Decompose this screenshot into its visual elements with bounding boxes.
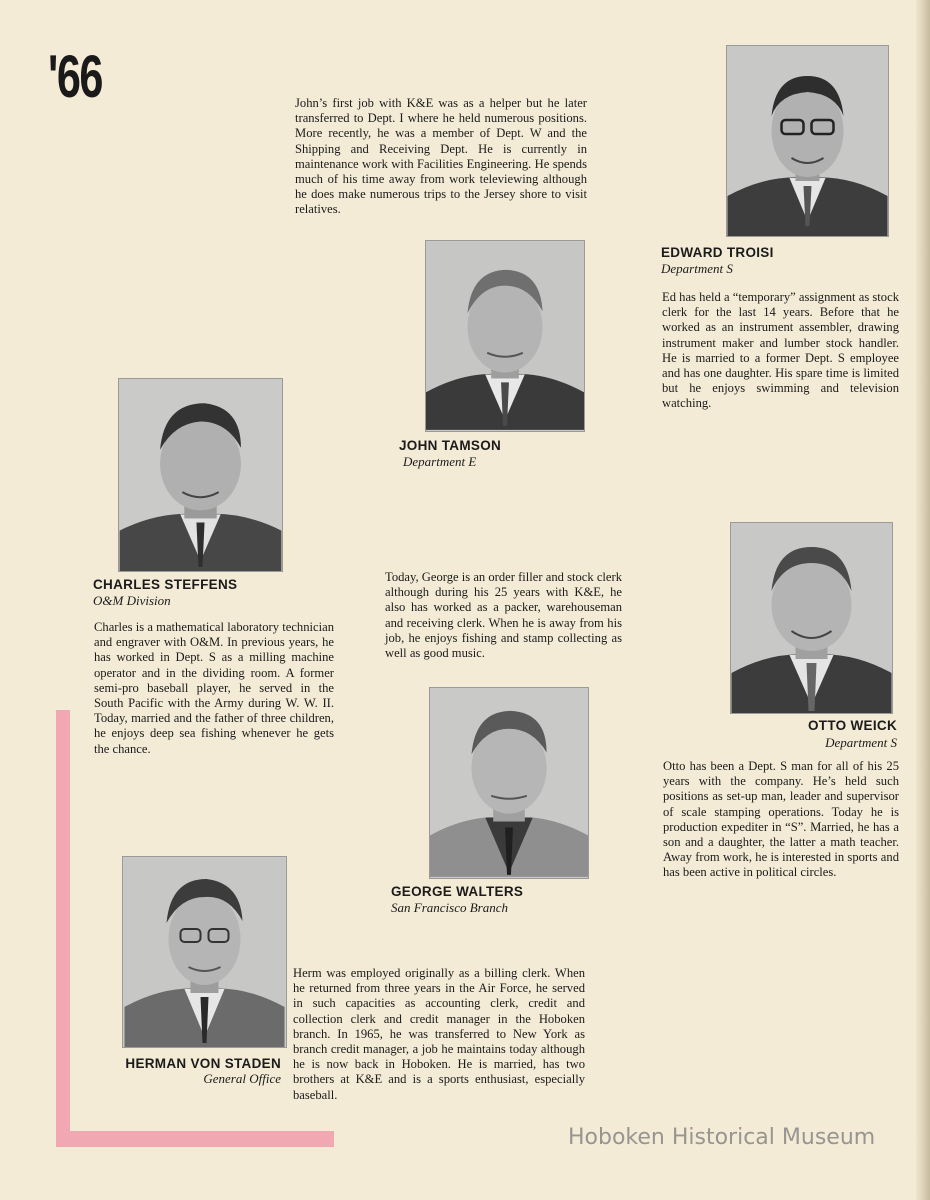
vonstaden-photo <box>122 856 287 1048</box>
portrait-icon <box>727 46 888 236</box>
steffens-photo <box>118 378 283 572</box>
vonstaden-bio: Herm was employed originally as a billing clerk. When he returned from three years in the Air Force, he served in such capacities as accounting clerk, credit and collection clerk and credit manager in the Hoboken branch. In 1965, he was transferred to New York as branch credit manager, a job he maintains today although he is now back in Hoboken. He is married, has two brothers at K&E and is a sports enthusiast, especially baseball. <box>293 966 585 1102</box>
walters-name: GEORGE WALTERS <box>391 884 524 899</box>
troisi-photo <box>726 45 889 237</box>
tamson-photo <box>425 240 585 432</box>
portrait-icon <box>123 857 286 1047</box>
troisi-name: EDWARD TROISI <box>661 245 774 260</box>
tamson-name: JOHN TAMSON <box>399 438 502 453</box>
steffens-bio: Charles is a mathematical laboratory technician and engraver with O&M. In previous years, he has worked in Dept. S as a milling machine operator and in the dividing room. A former semi-pro baseball player, he served in the South Pacific with the Army during W. W. II. Today, married and the father of three children, he enjoys deep sea fishing whenever he gets the chance. <box>94 620 334 756</box>
year-heading: '66 <box>48 43 103 110</box>
steffens-dept: O&M Division <box>93 593 171 608</box>
vonstaden-dept: General Office <box>203 1071 281 1086</box>
vonstaden-name: HERMAN VON STADEN <box>125 1056 281 1071</box>
walters-dept: San Francisco Branch <box>391 900 508 915</box>
troisi-dept: Department S <box>661 261 733 276</box>
accent-bar-vertical <box>56 710 70 1147</box>
portrait-icon <box>430 688 588 878</box>
walters-bio: Today, George is an order filler and stock clerk although during his 25 years with K&E, he also has worked as a packer, warehouseman and receiving clerk. When he is away from his job, he enjoys fishing and stamp collecting as well as good music. <box>385 570 622 661</box>
accent-bar-horizontal <box>56 1131 334 1147</box>
weick-name: OTTO WEICK <box>808 718 897 733</box>
portrait-icon <box>119 379 282 571</box>
troisi-bio: Ed has held a “temporary” assignment as stock clerk for the last 14 years. Before that he worked as an instrument assembler, drawing instrument maker and lumber stock handler. He is married to a former Dept. S employee and has one daughter. His spare time is limited but he enjoys swimming and television watching. <box>662 290 899 411</box>
page-edge <box>916 0 930 1200</box>
weick-photo <box>730 522 893 714</box>
portrait-icon <box>731 523 892 713</box>
steffens-name: CHARLES STEFFENS <box>93 577 238 592</box>
weick-dept: Department S <box>825 735 897 750</box>
tamson-dept: Department E <box>403 454 477 469</box>
weick-bio: Otto has been a Dept. S man for all of his 25 years with the company. He’s held such positions as set-up man, leader and supervisor of scale stamping operations. Today he is production expediter in “S”. Married, he has a son and a daughter, the latter a math teacher. Away from work, he is interested in sports and has been active in political circles. <box>663 759 899 880</box>
tamson-bio: John’s first job with K&E was as a helper but he later transferred to Dept. I where he held numerous positions. More recently, he was a member of Dept. W and the Shipping and Receiving Dept. He is currently in maintenance work with Facilities Engineering. He spends much of his time away from work televiewing although he does make numerous trips to the Jersey shore to visit relatives. <box>295 96 587 217</box>
walters-photo <box>429 687 589 879</box>
portrait-icon <box>426 241 584 431</box>
museum-watermark: Hoboken Historical Museum <box>568 1125 876 1150</box>
